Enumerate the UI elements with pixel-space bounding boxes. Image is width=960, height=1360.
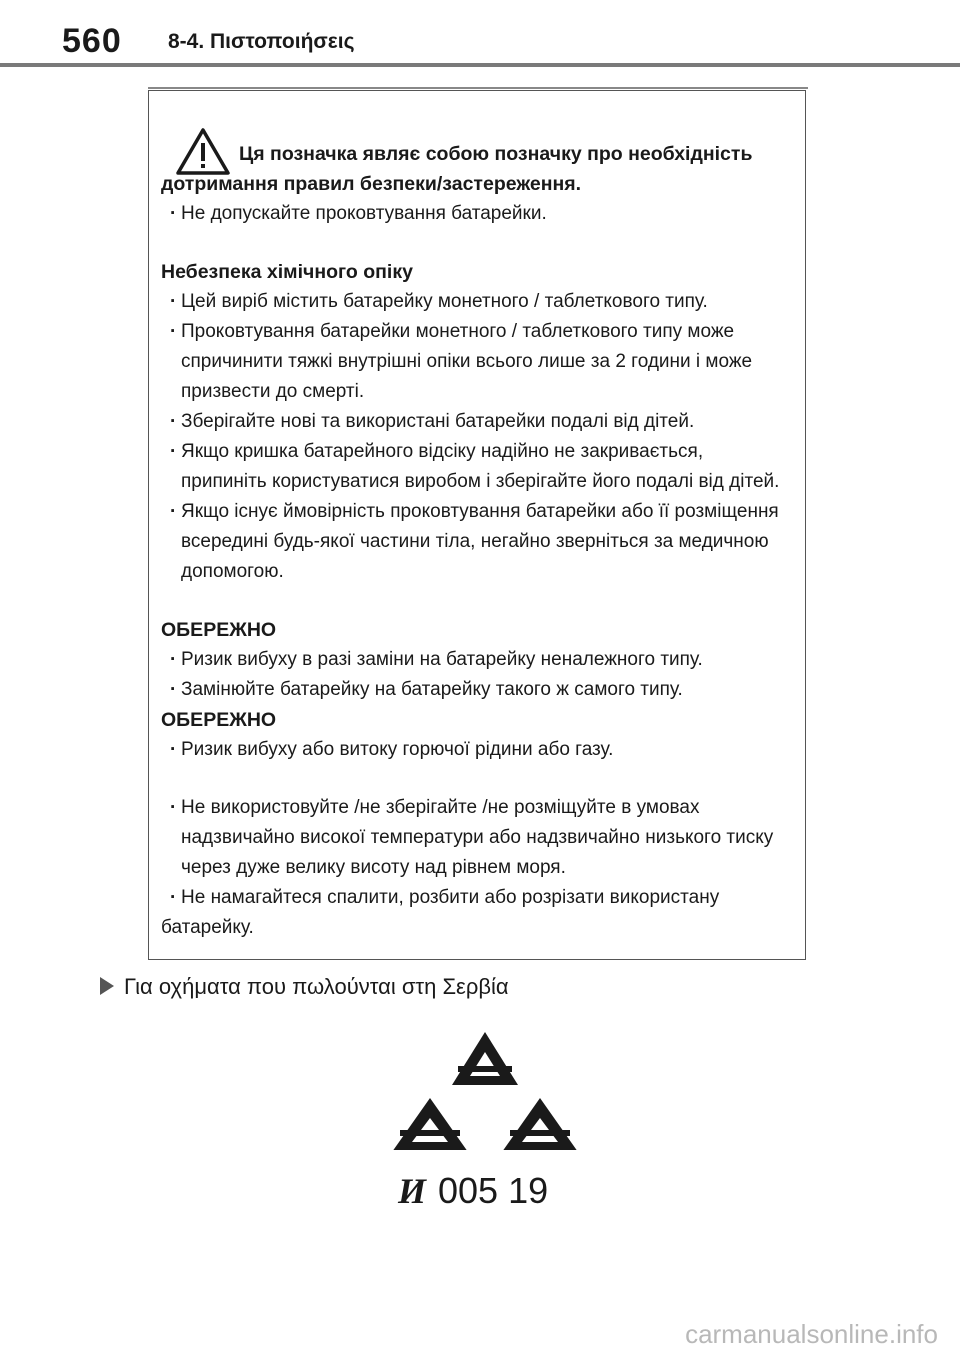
headline-line-2: дотримання правил безпеки/застереження. [161,173,582,195]
caution-bullet: · Ризик вибуху або витоку горючої рідини або газу. [161,735,793,765]
box-top-rule [148,87,808,89]
caution-heading: ОБЕРЕЖНО [161,619,277,641]
chem-burn-heading: Небезпека хімічного опіку [161,261,413,283]
header-divider [0,63,960,67]
warning-box-content [161,139,793,943]
caution-bullet: · Замінюйте батарейку на батарейку такого ж самого типу. [161,675,793,705]
page-number: 560 [62,22,122,60]
subsection-heading [100,974,509,1000]
headline-line-1: Ця позначка являє собою позначку про необхідність [239,143,753,165]
warning-box [148,90,806,960]
chem-bullet: · Зберігайте нові та використані батарейки подалі від дітей. [161,407,793,437]
burn-bullet: · Не намагайтеся спалити, розбити або розрізати використану [161,883,793,913]
warning-triangle-icon [175,127,231,177]
page-header [0,0,960,66]
section-title: 8-4. Πιστοποιήσεις [168,30,355,53]
certification-code [398,1170,548,1212]
serbian-triangle-mark-icon [390,1030,580,1150]
chem-bullet: · Якщо кришка батарейного відсіку надійно не закривається, припиніть користуватися виробом і зберігайте його подалі від дітей. [161,437,793,497]
chem-bullet: · Проковтування батарейки монетного / таблеткового типу може спричинити тяжкі внутрішні опіки всього лише за 2 години і може призвести до смерті. [161,317,793,407]
certification-number: 005 19 [438,1170,549,1211]
storage-bullet: · Не використовуйте /не зберігайте /не розміщуйте в умовах надзвичайно високої температури або надзвичайно низького тиску через дуже велику висоту над рівнем моря. [161,793,793,883]
watermark: carmanualsonline.info [685,1319,938,1349]
chem-bullet: · Цей виріб містить батарейку монетного / таблеткового типу. [161,287,793,317]
chem-bullet: · Якщо існує ймовірність проковтування батарейки або її розміщення всередині будь-якої частини тіла, негайно зверніться за медичною допомогою. [161,497,793,587]
caution-heading: ОБЕРЕЖНО [161,709,277,731]
bullet-swallow: · Не допускайте проковтування батарейки. [161,199,793,229]
certification-letter: И [398,1171,427,1211]
triangle-right-icon [100,977,114,995]
subsection-text: Για οχήματα που πωλούνται στη Σερβία [124,974,509,999]
warning-headline [161,139,793,199]
caution-bullet: · Ризик вибуху в разі заміни на батарейку неналежного типу. [161,645,793,675]
burn-bullet-tail: батарейку. [161,917,254,938]
